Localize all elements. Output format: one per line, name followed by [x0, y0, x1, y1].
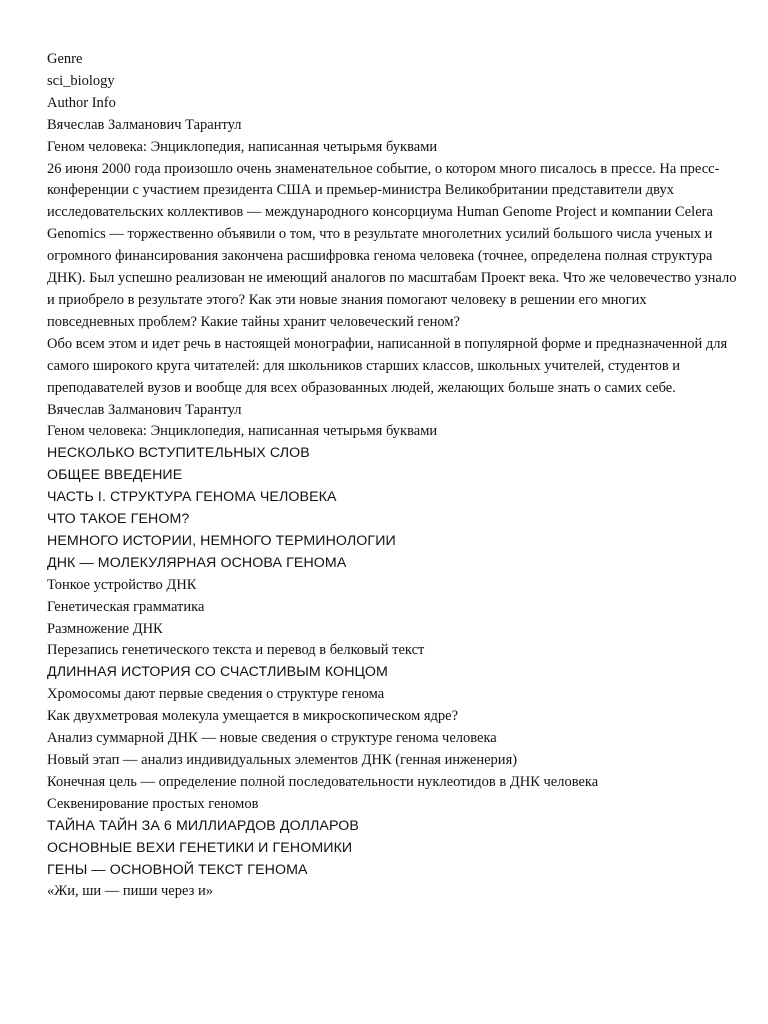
annotation-paragraph-2: Обо всем этом и идет речь в настоящей монографии, написанной в популярной форме и предназначенной для самого широкого круга читателей: для школьников старших классов, школьных учителей, студентов и преподавателей вузов и вообще для всех образованных людей, желающих больше знать о самих себе. [47, 335, 728, 396]
toc-heading: ДНК — МОЛЕКУЛЯРНАЯ ОСНОВА ГЕНОМА [47, 554, 347, 571]
toc-heading: ЧАСТЬ I. СТРУКТУРА ГЕНОМА ЧЕЛОВЕКА [47, 489, 337, 506]
toc-heading: ОБЩЕЕ ВВЕДЕНИЕ [47, 467, 183, 484]
genre-value: sci_biology [47, 72, 115, 89]
toc-item: Секвенирование простых геномов [47, 795, 259, 812]
book-title-repeat: Геном человека: Энциклопедия, написанная четырьмя буквами [47, 423, 438, 440]
toc-item: Как двухметровая молекула умещается в микроскопическом ядре? [47, 708, 459, 725]
author-name-repeat: Вячеслав Залманович Тарантул [47, 401, 242, 418]
toc-heading: НЕСКОЛЬКО ВСТУПИТЕЛЬНЫХ СЛОВ [47, 445, 310, 462]
toc-heading: НЕМНОГО ИСТОРИИ, НЕМНОГО ТЕРМИНОЛОГИИ [47, 532, 396, 549]
document-page [47, 49, 737, 903]
toc-item: Тонкое устройство ДНК [47, 576, 197, 593]
toc-item: Хромосомы дают первые сведения о структуре генома [47, 686, 385, 703]
toc-item: Конечная цель — определение полной последовательности нуклеотидов в ДНК человека [47, 773, 599, 790]
toc-heading: ОСНОВНЫЕ ВЕХИ ГЕНЕТИКИ И ГЕНОМИКИ [47, 839, 353, 856]
toc-item: Перезапись генетического текста и перевод в белковый текст [47, 642, 425, 659]
toc-item: «Жи, ши — пиши через и» [47, 883, 213, 900]
toc-item: Генетическая грамматика [47, 598, 205, 615]
toc-heading: ДЛИННАЯ ИСТОРИЯ СО СЧАСТЛИВЫМ КОНЦОМ [47, 664, 388, 681]
toc-heading: ГЕНЫ — ОСНОВНОЙ ТЕКСТ ГЕНОМА [47, 861, 308, 878]
toc-heading: ТАЙНА ТАЙН ЗА 6 МИЛЛИАРДОВ ДОЛЛАРОВ [47, 817, 359, 834]
table-of-contents [47, 443, 737, 903]
toc-item: Анализ суммарной ДНК — новые сведения о структуре генома человека [47, 730, 497, 747]
toc-item: Новый этап — анализ индивидуальных элементов ДНК (генная инженерия) [47, 752, 518, 768]
annotation-paragraph-1: 26 июня 2000 года произошло очень знаменательное событие, о котором много писалось в прессе. На пресс-конференции с участием президента США и премьер-министра Великобритании представители двух исследовательских коллективов — международного консорциума Human Genome Project и компании Celera Genomics — торжественно объявили о том, что в результате многолетних усилий большого числа ученых и огромного финансирования закончена расшифровка генома человека (точнее, определена полная структура ДНК). Был успешно реализован не имеющий аналогов по масштабам Проект века. Что же человечество узнало и приобрело в результате этого? Как эти новые знания помогают человеку в решении его многих повседневных проблем? Какие тайны хранит человеческий геном? [47, 160, 737, 330]
book-title: Геном человека: Энциклопедия, написанная четырьмя буквами [47, 138, 438, 155]
author-name: Вячеслав Залманович Тарантул [47, 116, 242, 133]
author-info-label: Author Info [47, 94, 116, 111]
toc-heading: ЧТО ТАКОЕ ГЕНОМ? [47, 511, 190, 528]
genre-label: Genre [47, 51, 83, 67]
toc-item: Размножение ДНК [47, 620, 163, 637]
